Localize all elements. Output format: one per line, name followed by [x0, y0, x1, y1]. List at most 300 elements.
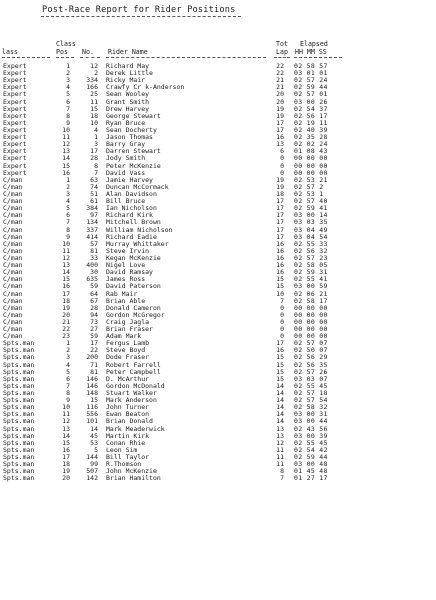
position-cell: 2	[66, 346, 70, 355]
rider-number-cell: 2	[94, 69, 98, 78]
rider-number-cell: 81	[90, 246, 98, 255]
laps-cell: 15	[276, 360, 284, 369]
position-cell: 10	[62, 403, 70, 412]
position-cell: 16	[62, 168, 70, 177]
elapsed-time-cell: 02 57 18	[294, 389, 328, 398]
laps-cell: 20	[276, 90, 284, 99]
position-cell: 13	[62, 424, 70, 433]
elapsed-time-cell: 02 40 39	[294, 125, 328, 134]
rider-name-cell: Bill Bruce	[106, 197, 146, 206]
laps-cell: 7	[280, 296, 284, 305]
elapsed-time-cell: 02 58 32	[294, 403, 328, 412]
rider-number-cell: 30	[90, 268, 98, 277]
rider-number-cell: 15	[90, 396, 98, 405]
laps-cell: 0	[280, 161, 284, 170]
rider-name-cell: Brian Able	[106, 296, 146, 305]
position-cell: 15	[62, 275, 70, 284]
elapsed-time-cell: 02 56 29	[294, 353, 328, 362]
laps-cell: 19	[276, 182, 284, 191]
header-rule-laps	[274, 57, 290, 58]
rider-number-cell: 11	[90, 97, 98, 106]
laps-cell: 16	[276, 268, 284, 277]
rider-name-cell: Conan Rhie	[106, 438, 146, 447]
class-cell: Spts.man	[3, 367, 35, 376]
position-cell: 19	[62, 303, 70, 312]
class-cell: Expert	[3, 90, 27, 99]
position-cell: 9	[66, 118, 70, 127]
rider-name-cell: Ewan Beaton	[106, 410, 150, 419]
class-cell: Spts.man	[3, 339, 35, 348]
laps-cell: 21	[276, 83, 284, 92]
rider-name-cell: Duncan McCormack	[106, 182, 169, 191]
position-cell: 4	[66, 83, 70, 92]
class-cell: C/man	[3, 204, 23, 213]
class-cell: Expert	[3, 133, 27, 142]
elapsed-time-cell: 02 57 40	[294, 197, 328, 206]
laps-cell: 20	[276, 97, 284, 106]
class-cell: Expert	[3, 83, 27, 92]
class-cell: C/man	[3, 197, 23, 206]
laps-cell: 11	[276, 453, 284, 462]
laps-cell: 0	[280, 168, 284, 177]
header-total-line1: Tot	[276, 40, 288, 48]
class-cell: Spts.man	[3, 417, 35, 426]
rider-name-cell: Peter Campbell	[106, 367, 161, 376]
position-cell: 9	[66, 232, 70, 241]
position-cell: 7	[66, 381, 70, 390]
elapsed-time-cell: 02 59 44	[294, 453, 328, 462]
position-cell: 10	[62, 125, 70, 134]
class-cell: C/man	[3, 289, 23, 298]
position-cell: 16	[62, 445, 70, 454]
elapsed-time-cell: 02 56 32	[294, 246, 328, 255]
class-cell: Expert	[3, 140, 27, 149]
rider-name-cell: David Vass	[106, 168, 146, 177]
elapsed-time-cell: 03 00 44	[294, 417, 328, 426]
rider-name-cell: Dode Fraser	[106, 353, 150, 362]
laps-cell: 16	[276, 346, 284, 355]
elapsed-time-cell: 02 53 1	[294, 189, 324, 198]
class-cell: C/man	[3, 268, 23, 277]
rider-name-cell: Adam Mark	[106, 332, 142, 341]
position-cell: 20	[62, 310, 70, 319]
laps-cell: 14	[276, 396, 284, 405]
position-cell: 13	[62, 261, 70, 270]
laps-cell: 8	[280, 467, 284, 476]
header-rule-no	[80, 57, 100, 58]
rider-number-cell: 400	[86, 261, 98, 270]
rider-name-cell: Peter McKenzie	[106, 161, 161, 170]
laps-cell: 21	[276, 76, 284, 85]
class-cell: C/man	[3, 182, 23, 191]
laps-cell: 15	[276, 374, 284, 383]
rider-name-cell: William Nicholson	[106, 225, 173, 234]
elapsed-time-cell: 03 03 35	[294, 218, 328, 227]
elapsed-time-cell: 03 01 01	[294, 69, 328, 78]
class-cell: Expert	[3, 97, 27, 106]
class-cell: C/man	[3, 303, 23, 312]
class-cell: C/man	[3, 232, 23, 241]
class-cell: Spts.man	[3, 460, 35, 469]
elapsed-time-cell: 03 00 48	[294, 460, 328, 469]
header-class-pos-line2: Pos	[56, 48, 68, 56]
position-cell: 4	[66, 360, 70, 369]
class-cell: C/man	[3, 317, 23, 326]
class-cell: C/man	[3, 246, 23, 255]
position-cell: 6	[66, 374, 70, 383]
class-cell: Spts.man	[3, 438, 35, 447]
rider-number-cell: 33	[90, 253, 98, 262]
rider-number-cell: 63	[90, 175, 98, 184]
rider-name-cell: Mitchell Brown	[106, 218, 161, 227]
position-cell: 22	[62, 325, 70, 334]
position-cell: 15	[62, 438, 70, 447]
rider-number-cell: 116	[86, 403, 98, 412]
elapsed-time-cell: 00 00 00	[294, 332, 328, 341]
elapsed-time-cell: 02 55 45	[294, 381, 328, 390]
position-cell: 8	[66, 111, 70, 120]
rider-name-cell: Crawfy Cr k-Anderson	[106, 83, 185, 92]
laps-cell: 17	[276, 211, 284, 220]
elapsed-time-cell: 00 00 00	[294, 168, 328, 177]
rider-number-cell: 146	[86, 381, 98, 390]
position-cell: 5	[66, 367, 70, 376]
rider-number-cell: 1	[94, 133, 98, 142]
class-cell: Spts.man	[3, 396, 35, 405]
position-cell: 7	[66, 218, 70, 227]
class-cell: C/man	[3, 261, 23, 270]
rider-number-cell: 10	[90, 118, 98, 127]
elapsed-time-cell: 02 57 26	[294, 367, 328, 376]
rider-name-cell: James Ross	[106, 275, 146, 284]
position-cell: 12	[62, 140, 70, 149]
header-rule-elapsed	[294, 57, 342, 58]
rider-name-cell: Mark Anderson	[106, 396, 157, 405]
laps-cell: 22	[276, 69, 284, 78]
laps-cell: 16	[276, 246, 284, 255]
rider-number-cell: 384	[86, 204, 98, 213]
elapsed-time-cell: 02 19 11	[294, 118, 328, 127]
rider-number-cell: 25	[90, 90, 98, 99]
rider-number-cell: 28	[90, 303, 98, 312]
laps-cell: 17	[276, 218, 284, 227]
position-cell: 3	[66, 76, 70, 85]
header-number: No.	[82, 48, 94, 56]
position-cell: 16	[62, 282, 70, 291]
laps-cell: 13	[276, 140, 284, 149]
class-cell: Expert	[3, 125, 27, 134]
rider-name-cell: R.Thomson	[106, 460, 142, 469]
elapsed-time-cell: 02 56 35	[294, 360, 328, 369]
position-cell: 8	[66, 225, 70, 234]
position-cell: 11	[62, 133, 70, 142]
elapsed-time-cell: 02 59 41	[294, 204, 328, 213]
rider-name-cell: Grant Smith	[106, 97, 150, 106]
laps-cell: 0	[280, 317, 284, 326]
class-cell: Spts.man	[3, 389, 35, 398]
class-cell: Expert	[3, 104, 27, 113]
elapsed-time-cell: 02 57 23	[294, 253, 328, 262]
rider-name-cell: Rab Mair	[106, 289, 138, 298]
elapsed-time-cell: 02 59 44	[294, 83, 328, 92]
position-cell: 10	[62, 239, 70, 248]
elapsed-time-cell: 00 00 00	[294, 154, 328, 163]
position-cell: 1	[66, 62, 70, 70]
rider-name-cell: Stuart Walker	[106, 389, 157, 398]
rider-number-cell: 134	[86, 218, 98, 227]
class-cell: C/man	[3, 310, 23, 319]
laps-cell: 7	[280, 474, 284, 483]
laps-cell: 17	[276, 118, 284, 127]
laps-cell: 11	[276, 445, 284, 454]
rider-number-cell: 3	[94, 140, 98, 149]
rider-name-cell: Richard Eadie	[106, 232, 157, 241]
rider-table	[0, 63, 436, 482]
rider-name-cell: Gordon McDonald	[106, 381, 165, 390]
rider-name-cell: Leon Sim	[106, 445, 138, 454]
header-elapsed-line1: Elapsed	[300, 40, 328, 48]
elapsed-time-cell: 02 35 28	[294, 133, 328, 142]
laps-cell: 15	[276, 367, 284, 376]
position-cell: 15	[62, 161, 70, 170]
position-cell: 17	[62, 289, 70, 298]
rider-name-cell: Steve Boyd	[106, 346, 146, 355]
elapsed-time-cell: 02 57 54	[294, 396, 328, 405]
position-cell: 14	[62, 268, 70, 277]
header-rider-name: Rider Name	[108, 48, 148, 56]
elapsed-time-cell: 00 00 00	[294, 303, 328, 312]
laps-cell: 15	[276, 282, 284, 291]
class-cell: Spts.man	[3, 453, 35, 462]
class-cell: Expert	[3, 154, 27, 163]
class-cell: Spts.man	[3, 410, 35, 419]
elapsed-time-cell: 01 45 48	[294, 467, 328, 476]
position-cell: 2	[66, 182, 70, 191]
position-cell: 18	[62, 296, 70, 305]
rider-name-cell: Jamie Harvey	[106, 175, 153, 184]
laps-cell: 14	[276, 417, 284, 426]
position-cell: 11	[62, 246, 70, 255]
class-cell: Expert	[3, 118, 27, 127]
rider-name-cell: Robert Farrell	[106, 360, 161, 369]
rider-number-cell: 4	[94, 125, 98, 134]
position-cell: 19	[62, 467, 70, 476]
rider-name-cell: Sean Wooley	[106, 90, 150, 99]
laps-cell: 0	[280, 154, 284, 163]
class-cell: C/man	[3, 175, 23, 184]
position-cell: 7	[66, 104, 70, 113]
rider-number-cell: 15	[90, 104, 98, 113]
class-cell: Spts.man	[3, 353, 35, 362]
rider-name-cell: Ryan Bruce	[106, 118, 146, 127]
class-cell: Expert	[3, 147, 27, 156]
class-cell: C/man	[3, 325, 23, 334]
rider-number-cell: 18	[90, 111, 98, 120]
class-cell: Spts.man	[3, 360, 35, 369]
rider-name-cell: Sean Docherty	[106, 125, 157, 134]
elapsed-time-cell: 00 00 00	[294, 161, 328, 170]
rider-number-cell: 45	[90, 431, 98, 440]
laps-cell: 14	[276, 403, 284, 412]
class-cell: C/man	[3, 218, 23, 227]
elapsed-time-cell: 02 06 21	[294, 289, 328, 298]
laps-cell: 15	[276, 275, 284, 284]
class-cell: C/man	[3, 332, 23, 341]
class-cell: Spts.man	[3, 474, 35, 483]
rider-number-cell: 61	[90, 197, 98, 206]
rider-number-cell: 71	[90, 360, 98, 369]
rider-name-cell: Jody Smith	[106, 154, 146, 163]
class-cell: Spts.man	[3, 346, 35, 355]
rider-number-cell: 28	[90, 154, 98, 163]
elapsed-time-cell: 02 58 57	[294, 62, 328, 70]
rider-name-cell: Mark Meaderwick	[106, 424, 165, 433]
elapsed-time-cell: 02 54 37	[294, 104, 328, 113]
rider-name-cell: Alan Davidson	[106, 189, 157, 198]
class-cell: Spts.man	[3, 467, 35, 476]
laps-cell: 17	[276, 225, 284, 234]
position-cell: 20	[62, 474, 70, 483]
class-cell: C/man	[3, 225, 23, 234]
elapsed-time-cell: 02 58 17	[294, 296, 328, 305]
position-cell: 18	[62, 460, 70, 469]
rider-name-cell: Brian Hamilton	[106, 474, 161, 483]
position-cell: 14	[62, 431, 70, 440]
laps-cell: 6	[280, 147, 284, 156]
rider-name-cell: Jason Thomas	[106, 133, 153, 142]
rider-name-cell: George Stewart	[106, 111, 161, 120]
rider-number-cell: 27	[90, 325, 98, 334]
laps-cell: 0	[280, 325, 284, 334]
elapsed-time-cell: 02 43 56	[294, 424, 328, 433]
rider-name-cell: Gordon McGregor	[106, 310, 165, 319]
title-underline	[41, 16, 241, 17]
rider-name-cell: Ian Nicholson	[106, 204, 157, 213]
rider-name-cell: Ricky Mair	[106, 76, 146, 85]
laps-cell: 10	[276, 289, 284, 298]
laps-cell: 19	[276, 104, 284, 113]
rider-number-cell: 53	[90, 438, 98, 447]
rider-name-cell: Donald Cameron	[106, 303, 161, 312]
class-cell: Expert	[3, 161, 27, 170]
header-total-line2: Lap	[276, 48, 288, 56]
elapsed-time-cell: 02 54 42	[294, 445, 328, 454]
rider-number-cell: 59	[90, 332, 98, 341]
table-row	[0, 475, 436, 482]
rider-name-cell: Steve Irvin	[106, 246, 150, 255]
class-cell: C/man	[3, 211, 23, 220]
elapsed-time-cell: 02 57 24	[294, 76, 328, 85]
rider-number-cell: 144	[86, 453, 98, 462]
rider-name-cell: Kegan McKenzie	[106, 253, 161, 262]
rider-name-cell: Richard Kirk	[106, 211, 153, 220]
rider-number-cell: 17	[90, 339, 98, 348]
laps-cell: 17	[276, 232, 284, 241]
class-cell: C/man	[3, 296, 23, 305]
rider-number-cell: 337	[86, 225, 98, 234]
rider-name-cell: Brian Donald	[106, 417, 153, 426]
position-cell: 6	[66, 211, 70, 220]
elapsed-time-cell: 03 04 54	[294, 232, 328, 241]
laps-cell: 19	[276, 175, 284, 184]
rider-number-cell: 59	[90, 282, 98, 291]
elapsed-time-cell: 02 50 07	[294, 346, 328, 355]
rider-name-cell: David Paterson	[106, 282, 161, 291]
position-cell: 1	[66, 339, 70, 348]
elapsed-time-cell: 02 57 2	[294, 182, 324, 191]
rider-number-cell: 22	[90, 346, 98, 355]
rider-name-cell: Bill Taylor	[106, 453, 150, 462]
rider-number-cell: 8	[94, 161, 98, 170]
header-elapsed-line2: HH MM SS	[295, 48, 327, 56]
elapsed-time-cell: 02 58 05	[294, 261, 328, 270]
elapsed-time-cell: 02 55 45	[294, 438, 328, 447]
rider-name-cell: Fergus Lamb	[106, 339, 150, 348]
rider-number-cell: 81	[90, 367, 98, 376]
rider-number-cell: 64	[90, 289, 98, 298]
rider-name-cell: John McKenzie	[106, 467, 157, 476]
rider-number-cell: 507	[86, 467, 98, 476]
class-cell: C/man	[3, 239, 23, 248]
elapsed-time-cell: 03 00 59	[294, 282, 328, 291]
laps-cell: 14	[276, 389, 284, 398]
laps-cell: 17	[276, 204, 284, 213]
class-cell: Spts.man	[3, 381, 35, 390]
rider-number-cell: 148	[86, 389, 98, 398]
header-class: lass	[2, 48, 18, 56]
laps-cell: 15	[276, 353, 284, 362]
laps-cell: 16	[276, 239, 284, 248]
rider-number-cell: 97	[90, 211, 98, 220]
class-cell: Spts.man	[3, 403, 35, 412]
rider-name-cell: Derek Little	[106, 69, 153, 78]
elapsed-time-cell: 03 00 14	[294, 211, 328, 220]
elapsed-time-cell: 00 00 00	[294, 325, 328, 334]
class-cell: C/man	[3, 282, 23, 291]
rider-number-cell: 101	[86, 417, 98, 426]
position-cell: 5	[66, 90, 70, 99]
laps-cell: 16	[276, 261, 284, 270]
rider-number-cell: 57	[90, 239, 98, 248]
rider-number-cell: 67	[90, 296, 98, 305]
rider-number-cell: 200	[86, 353, 98, 362]
position-cell: 14	[62, 154, 70, 163]
elapsed-time-cell: 02 57 01	[294, 90, 328, 99]
rider-name-cell: D. McArthur	[106, 374, 150, 383]
class-cell: Expert	[3, 69, 27, 78]
rider-number-cell: 414	[86, 232, 98, 241]
laps-cell: 22	[276, 62, 284, 70]
position-cell: 4	[66, 197, 70, 206]
class-cell: C/man	[3, 275, 23, 284]
class-cell: C/man	[3, 189, 23, 198]
laps-cell: 0	[280, 332, 284, 341]
class-cell: C/man	[3, 253, 23, 262]
position-cell: 12	[62, 417, 70, 426]
laps-cell: 14	[276, 410, 284, 419]
laps-cell: 18	[276, 189, 284, 198]
position-cell: 13	[62, 147, 70, 156]
rider-name-cell: Brian Fraser	[106, 325, 153, 334]
rider-number-cell: 7	[94, 168, 98, 177]
rider-number-cell: 146	[86, 374, 98, 383]
rider-number-cell: 17	[90, 147, 98, 156]
position-cell: 5	[66, 204, 70, 213]
elapsed-time-cell: 00 00 00	[294, 317, 328, 326]
rider-number-cell: 51	[90, 189, 98, 198]
laps-cell: 16	[276, 133, 284, 142]
rider-number-cell: 5	[94, 445, 98, 454]
